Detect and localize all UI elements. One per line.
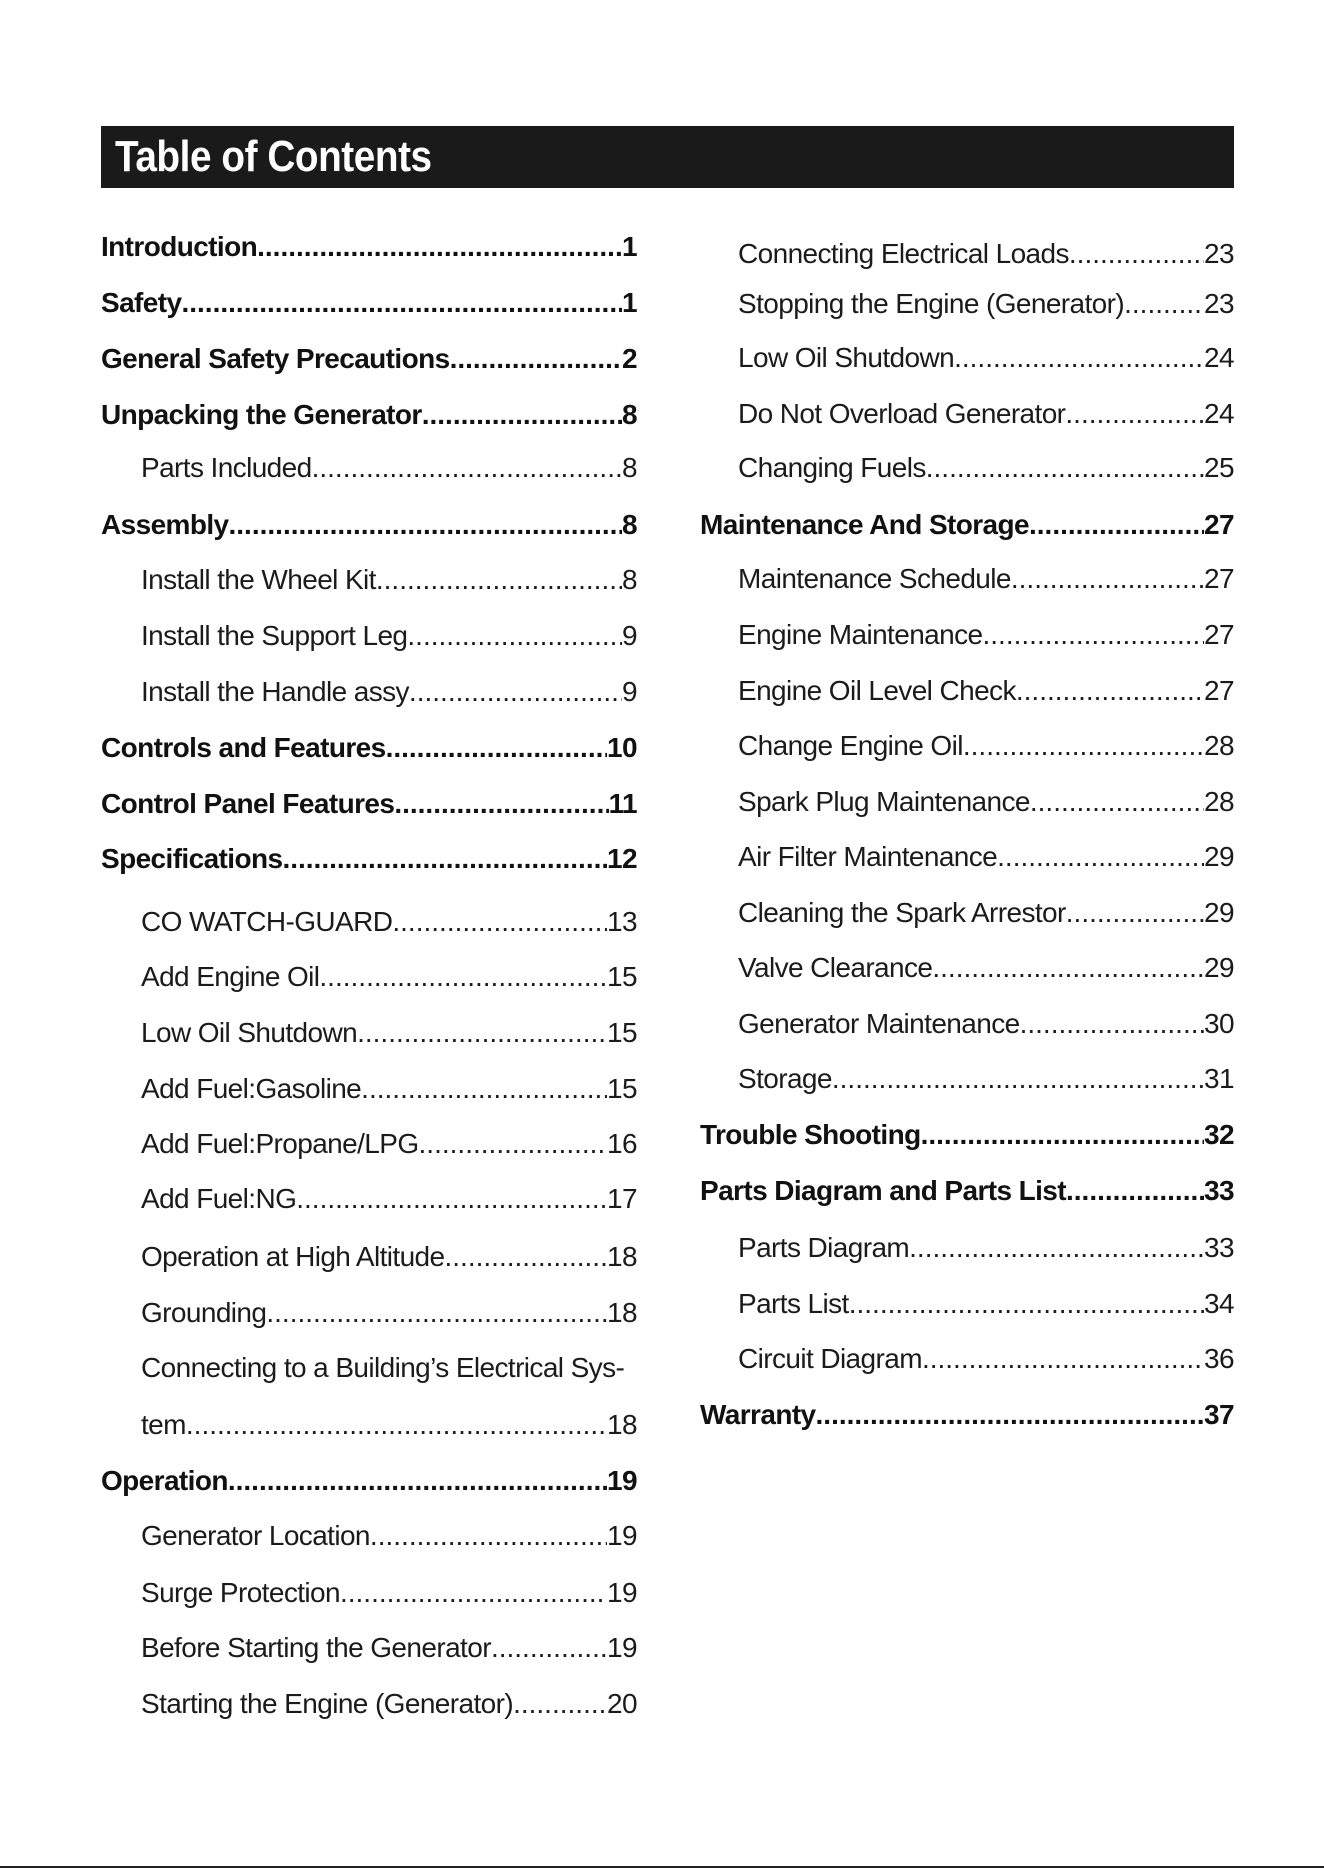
toc-leader-dots [422, 398, 622, 432]
toc-entry-title: Changing Fuels [738, 452, 926, 483]
toc-entry-title: Safety [101, 287, 182, 318]
toc-entry-title: Assembly [101, 509, 229, 540]
toc-entry-maintenance-and-storage [700, 508, 1234, 542]
toc-page-number: 12 [607, 843, 637, 874]
toc-page-number: 16 [607, 1128, 637, 1159]
toc-leader-dots [1029, 508, 1204, 542]
toc-leader-dots [1011, 562, 1204, 596]
toc-entry-title: Specifications [101, 843, 283, 874]
toc-entry-title: Do Not Overload Generator [738, 398, 1066, 429]
toc-entry-title: Add Fuel:Gasoline [141, 1073, 362, 1104]
toc-entry-connecting-electrical-loads [738, 237, 1234, 271]
toc-entry-title: Parts Diagram and Parts List [700, 1175, 1066, 1206]
toc-entry-title: Introduction [101, 231, 258, 262]
toc-entry-co-watch-guard [141, 905, 637, 939]
toc-leader-dots [926, 451, 1204, 485]
toc-page-number: 11 [608, 788, 637, 819]
toc-entry-engine-maintenance [738, 618, 1234, 652]
toc-entry-do-not-overload-generator [738, 397, 1234, 431]
toc-page-number: 15 [607, 1017, 637, 1048]
toc-page-number: 28 [1204, 730, 1234, 761]
toc-entry-title: Parts Included [141, 452, 312, 483]
toc-entry-install-the-wheel-kit [141, 563, 637, 597]
toc-entry-title: Before Starting the Generator [141, 1632, 491, 1663]
toc-leader-dots [282, 842, 607, 876]
toc-leader-dots [228, 1464, 607, 1498]
toc-leader-dots [1020, 1007, 1204, 1041]
toc-page-number: 20 [607, 1688, 637, 1719]
toc-page-number: 27 [1204, 619, 1234, 650]
toc-entry-title: tem [141, 1409, 186, 1440]
toc-entry-title: Operation [101, 1465, 228, 1496]
toc-page-number: 25 [1204, 452, 1234, 483]
toc-entry-title: Maintenance And Storage [700, 509, 1029, 540]
toc-entry-change-engine-oil [738, 729, 1234, 763]
toc-leader-dots [491, 1631, 607, 1665]
toc-entry-install-the-support-leg [141, 619, 637, 653]
toc-page-number: 19 [607, 1632, 637, 1663]
toc-entry-grounding [141, 1296, 637, 1330]
toc-entry-connecting-to-a-building-s-electrical-sys [141, 1351, 637, 1385]
toc-leader-dots [409, 675, 622, 709]
toc-entry-title: Connecting to a Building’s Electrical Sys- [141, 1352, 625, 1383]
toc-entry-assembly [101, 508, 637, 542]
toc-page-number: 10 [607, 732, 637, 763]
toc-leader-dots [357, 1016, 607, 1050]
toc-entry-control-panel-features [101, 787, 637, 821]
toc-entry-maintenance-schedule [738, 562, 1234, 596]
toc-page-number: 9 [622, 676, 637, 707]
toc-page-number: 8 [622, 564, 637, 595]
toc-entry-controls-and-features [101, 731, 637, 765]
toc-entry-surge-protection [141, 1576, 637, 1610]
toc-page-number: 19 [607, 1465, 637, 1496]
toc-entry-title: Install the Wheel Kit [141, 564, 376, 595]
toc-page-number: 37 [1204, 1399, 1234, 1430]
toc-entry-title: Warranty [700, 1399, 816, 1430]
toc-page-number: 18 [607, 1241, 637, 1272]
toc-leader-dots [186, 1408, 607, 1442]
toc-page-number: 31 [1204, 1063, 1234, 1094]
toc-entry-parts-list [738, 1287, 1234, 1321]
toc-page-number: 8 [622, 399, 637, 430]
toc-entry-trouble-shooting [700, 1118, 1234, 1152]
toc-entry-title: Grounding [141, 1297, 267, 1328]
toc-page-number: 23 [1204, 238, 1234, 269]
toc-entry-title: Install the Handle assy [141, 676, 409, 707]
toc-page-number: 8 [622, 452, 637, 483]
toc-entry-warranty [700, 1398, 1234, 1432]
toc-page-number: 15 [607, 1073, 637, 1104]
toc-leader-dots [1016, 674, 1204, 708]
toc-leader-dots [229, 508, 623, 542]
toc-entry-title: Maintenance Schedule [738, 563, 1011, 594]
toc-entry-general-safety-precautions [101, 342, 637, 376]
toc-page-number: 1 [622, 231, 637, 262]
toc-leader-dots [1065, 397, 1204, 431]
toc-entry-valve-clearance [738, 951, 1234, 985]
toc-entry-title: Parts List [738, 1288, 849, 1319]
toc-leader-dots [312, 451, 622, 485]
toc-page-number: 18 [607, 1409, 637, 1440]
toc-page-number: 2 [622, 343, 637, 374]
toc-leader-dots [361, 1072, 607, 1106]
toc-entry-add-fuel-ng [141, 1182, 637, 1216]
toc-entry-title: Change Engine Oil [738, 730, 963, 761]
toc-entry-add-fuel-propane-lpg [141, 1127, 637, 1161]
toc-entry-storage [738, 1062, 1234, 1096]
toc-entry-low-oil-shutdown [141, 1016, 637, 1050]
toc-entry-parts-diagram-and-parts-list [700, 1174, 1234, 1208]
toc-entry-title: Install the Support Leg [141, 620, 408, 651]
toc-leader-dots [922, 1342, 1204, 1376]
toc-entry-cleaning-the-spark-arrestor [738, 896, 1234, 930]
toc-entry-title: Unpacking the Generator [101, 399, 422, 430]
toc-page-number: 17 [607, 1183, 637, 1214]
toc-leader-dots [386, 731, 607, 765]
toc-page-number: 8 [622, 509, 637, 540]
toc-leader-dots [963, 729, 1204, 763]
toc-entry-title: Parts Diagram [738, 1232, 910, 1263]
toc-entry-title: Generator Location [141, 1520, 370, 1551]
bottom-rule [0, 1866, 1324, 1868]
toc-entry-parts-included [141, 451, 637, 485]
toc-page-number: 33 [1204, 1232, 1234, 1263]
toc-entry-title: Low Oil Shutdown [141, 1017, 358, 1048]
toc-leader-dots [1030, 785, 1204, 819]
toc-leader-dots [1066, 896, 1204, 930]
toc-leader-dots [419, 1127, 608, 1161]
toc-page-number: 29 [1204, 952, 1234, 983]
toc-page-number: 30 [1204, 1008, 1234, 1039]
toc-leader-dots [909, 1231, 1204, 1265]
toc-entry-title: Engine Oil Level Check [738, 675, 1016, 706]
toc-leader-dots [450, 342, 622, 376]
toc-page-number: 33 [1204, 1175, 1234, 1206]
toc-entry-title: Add Fuel:NG [141, 1183, 297, 1214]
toc-entry-install-the-handle-assy [141, 675, 637, 709]
toc-page-number: 24 [1204, 398, 1234, 429]
toc-leader-dots [832, 1062, 1204, 1096]
toc-entry-tem [141, 1408, 637, 1442]
toc-leader-dots [407, 619, 622, 653]
toc-entry-stopping-the-engine-generator [738, 287, 1234, 321]
toc-page-number: 1 [622, 287, 637, 318]
toc-entry-title: General Safety Precautions [101, 343, 450, 374]
toc-page-number: 15 [607, 961, 637, 992]
toc-leader-dots [370, 1519, 607, 1553]
toc-leader-dots [445, 1240, 608, 1274]
toc-page-number: 19 [607, 1577, 637, 1608]
toc-page-number: 36 [1204, 1343, 1234, 1374]
toc-entry-add-engine-oil [141, 960, 637, 994]
toc-leader-dots [257, 230, 622, 264]
page-title: Table of Contents [115, 132, 432, 181]
toc-page-number: 27 [1204, 563, 1234, 594]
toc-leader-dots [921, 1118, 1204, 1152]
toc-page-number: 24 [1204, 342, 1234, 373]
toc-leader-dots [319, 960, 607, 994]
toc-entry-specifications [101, 842, 637, 876]
toc-entry-title: Operation at High Altitude [141, 1241, 445, 1272]
toc-entry-title: Control Panel Features [101, 788, 395, 819]
toc-entry-circuit-diagram [738, 1342, 1234, 1376]
toc-page-number: 34 [1204, 1288, 1234, 1319]
toc-entry-generator-location [141, 1519, 637, 1553]
toc-entry-title: CO WATCH-GUARD [141, 906, 393, 937]
toc-entry-add-fuel-gasoline [141, 1072, 637, 1106]
toc-entry-title: Cleaning the Spark Arrestor [738, 897, 1066, 928]
toc-page-number: 18 [607, 1297, 637, 1328]
toc-leader-dots [296, 1182, 607, 1216]
toc-entry-title: Valve Clearance [738, 952, 933, 983]
toc-entry-title: Circuit Diagram [738, 1343, 922, 1374]
toc-entry-title: Generator Maintenance [738, 1008, 1020, 1039]
toc-page-number: 27 [1204, 509, 1234, 540]
toc-entry-engine-oil-level-check [738, 674, 1234, 708]
toc-entry-starting-the-engine-generator [141, 1687, 637, 1721]
toc-leader-dots [816, 1398, 1205, 1432]
toc-leader-dots [376, 563, 622, 597]
toc-leader-dots [340, 1576, 607, 1610]
toc-leader-dots [181, 286, 622, 320]
title-bar [101, 126, 1234, 188]
toc-entry-air-filter-maintenance [738, 840, 1234, 874]
toc-page-number: 29 [1204, 841, 1234, 872]
toc-page-number: 19 [607, 1520, 637, 1551]
toc-leader-dots [983, 618, 1205, 652]
toc-entry-title: Low Oil Shutdown [738, 342, 955, 373]
toc-leader-dots [394, 787, 608, 821]
toc-entry-unpacking-the-generator [101, 398, 637, 432]
toc-entry-title: Add Fuel:Propane/LPG [141, 1128, 419, 1159]
toc-entry-changing-fuels [738, 451, 1234, 485]
toc-leader-dots [392, 905, 607, 939]
toc-entry-spark-plug-maintenance [738, 785, 1234, 819]
toc-page-number: 32 [1204, 1119, 1234, 1150]
toc-page-number: 9 [622, 620, 637, 651]
toc-entry-title: Trouble Shooting [700, 1119, 921, 1150]
toc-leader-dots [932, 951, 1204, 985]
toc-entry-title: Starting the Engine (Generator) [141, 1688, 514, 1719]
toc-entry-title: Stopping the Engine (Generator) [738, 288, 1125, 319]
toc-entry-low-oil-shutdown [738, 341, 1234, 375]
toc-entry-title: Engine Maintenance [738, 619, 983, 650]
toc-entry-title: Storage [738, 1063, 832, 1094]
toc-leader-dots [954, 341, 1204, 375]
toc-leader-dots [849, 1287, 1204, 1321]
toc-entry-title: Surge Protection [141, 1577, 340, 1608]
toc-entry-title: Connecting Electrical Loads [738, 238, 1069, 269]
toc-page-number: 27 [1204, 675, 1234, 706]
toc-entry-introduction [101, 230, 637, 264]
toc-page-number: 13 [607, 906, 637, 937]
toc-entry-parts-diagram [738, 1231, 1234, 1265]
toc-page-number: 28 [1204, 786, 1234, 817]
toc-leader-dots [266, 1296, 607, 1330]
toc-leader-dots [513, 1687, 607, 1721]
toc-entry-safety [101, 286, 637, 320]
toc-entry-title: Air Filter Maintenance [738, 841, 998, 872]
toc-entry-title: Spark Plug Maintenance [738, 786, 1030, 817]
toc-leader-dots [1069, 237, 1204, 271]
toc-leader-dots [997, 840, 1204, 874]
toc-leader-dots [1066, 1174, 1204, 1208]
toc-entry-operation [101, 1464, 637, 1498]
toc-leader-dots [1124, 287, 1204, 321]
toc-entry-before-starting-the-generator [141, 1631, 637, 1665]
toc-page-number: 23 [1204, 288, 1234, 319]
toc-entry-title: Add Engine Oil [141, 961, 320, 992]
toc-entry-generator-maintenance [738, 1007, 1234, 1041]
toc-page-number: 29 [1204, 897, 1234, 928]
toc-entry-title: Controls and Features [101, 732, 386, 763]
toc-entry-operation-at-high-altitude [141, 1240, 637, 1274]
